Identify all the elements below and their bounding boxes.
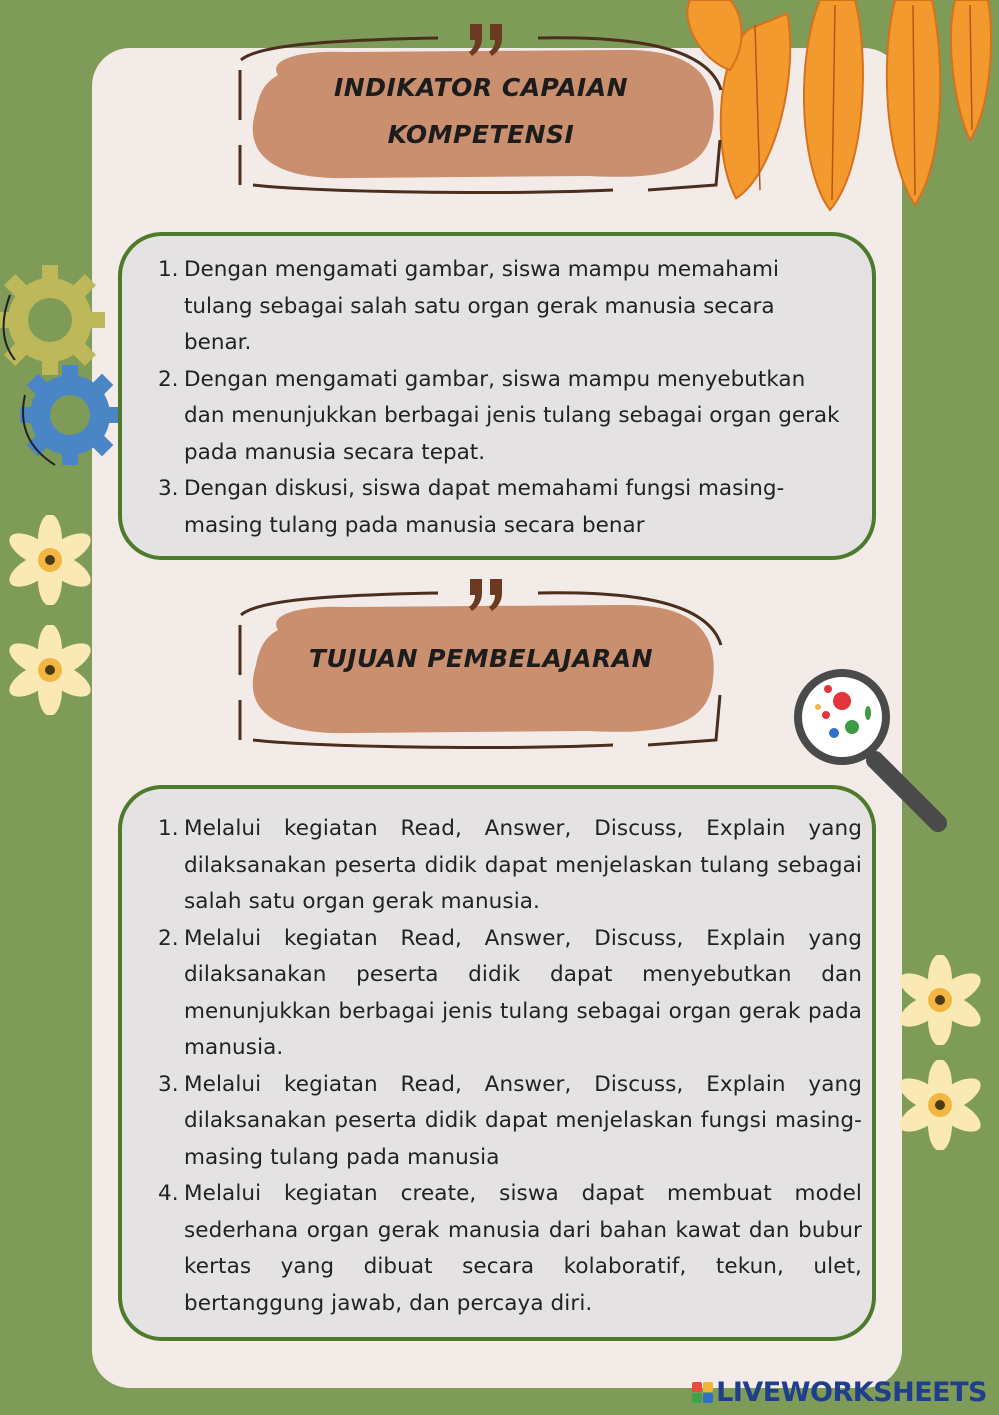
flower-left-top <box>5 515 95 605</box>
list-item: 1. Melalui kegiatan Read, Answer, Discuss, Explain yang dilaksanakan peserta didik dapat menjelaskan tulang sebagai salah satu organ gerak manusia. <box>158 816 862 914</box>
gears-decoration <box>0 265 125 475</box>
header-title-line1: INDIKATOR CAPAIAN <box>333 73 628 102</box>
header-tujuan <box>238 575 724 755</box>
tujuan-list <box>122 811 862 1322</box>
list-item: 3. Dengan diskusi, siswa dapat memahami fungsi masing-masing tulang pada manusia secara benar <box>158 476 785 538</box>
flower-left-bottom <box>5 625 95 715</box>
list-item: 4. Melalui kegiatan create, siswa dapat membuat model sederhana organ gerak manusia dari bahan kawat dan bubur kertas yang dibuat secara kolaboratif, tekun, ulet, bertanggung jawab, dan percaya diri. <box>158 1181 862 1316</box>
list-item: 1. Dengan mengamati gambar, siswa mampu memahami tulang sebagai salah satu organ gerak manusia secara benar. <box>158 257 779 355</box>
liveworksheets-logo-icon <box>692 1382 713 1403</box>
header-indikator <box>238 20 724 200</box>
tujuan-box <box>118 785 876 1341</box>
header-title-line2: KOMPETENSI <box>387 120 575 149</box>
indikator-list <box>122 252 842 544</box>
header-title: TUJUAN PEMBELAJARAN <box>308 644 654 673</box>
list-item: 2. Melalui kegiatan Read, Answer, Discuss, Explain yang dilaksanakan peserta didik dapat menyebutkan dan menunjukkan berbagai jenis tulang sebagai organ gerak pada manusia. <box>158 925 862 1060</box>
flower-right-top <box>895 955 985 1045</box>
header-blob-frame <box>238 20 724 200</box>
flower-right-bottom <box>895 1060 985 1150</box>
watermark-text: LIVEWORKSHEETS <box>716 1376 987 1408</box>
liveworksheets-watermark[interactable] <box>692 1377 987 1407</box>
indikator-box <box>118 232 876 560</box>
list-item: 3. Melalui kegiatan Read, Answer, Discuss, Explain yang dilaksanakan peserta didik dapat menjelaskan fungsi masing-masing tulang pada manusia <box>158 1071 862 1170</box>
list-item: 2. Dengan mengamati gambar, siswa mampu menyebutkan dan menunjukkan berbagai jenis tulang sebagai organ gerak pada manusia secara tepat. <box>158 366 840 465</box>
